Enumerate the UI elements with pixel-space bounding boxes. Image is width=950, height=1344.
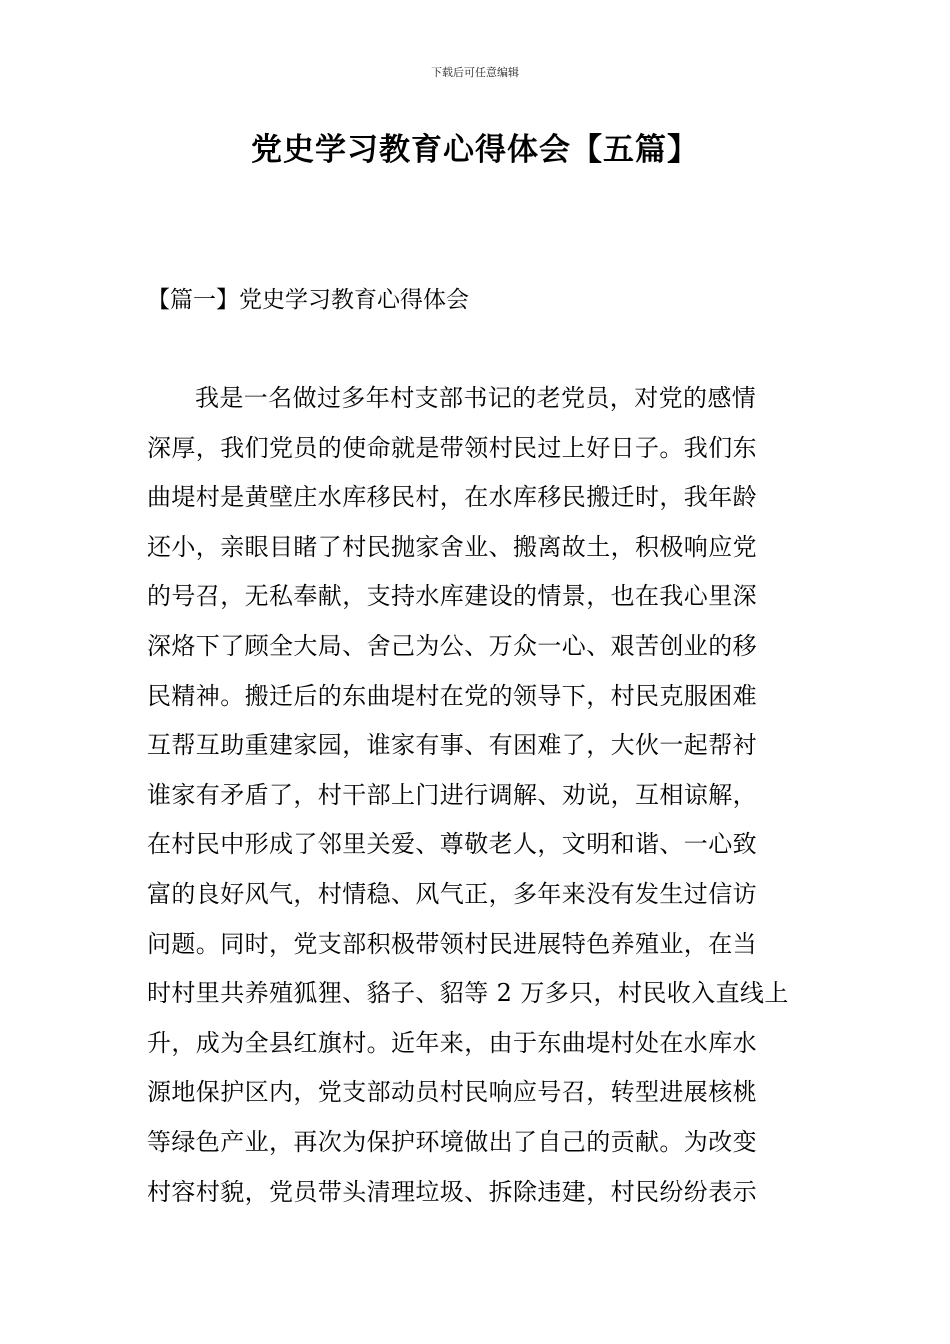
body-line: 互帮互助重建家园，谁家有事、有困难了，大伙一起帮衬: [147, 731, 757, 760]
body-line: 村容村貌，党员带头清理垃圾、拆除违建，村民纷纷表示: [147, 1177, 757, 1206]
body-line: 时村里共养殖狐狸、貉子、貂等 2 万多只，村民收入直线上: [147, 979, 789, 1008]
header-note: 下载后可任意编辑: [431, 66, 519, 79]
body-line: 源地保护区内，党支部动员村民响应号召，转型进展核桃: [147, 1078, 757, 1107]
body-line: 升，成为全县红旗村。近年来，由于东曲堤村处在水库水: [147, 1028, 757, 1057]
body-line: 深厚，我们党员的使命就是带领村民过上好日子。我们东: [147, 433, 757, 462]
body-line: 曲堤村是黄壁庄水库移民村，在水库移民搬迁时，我年龄: [147, 483, 757, 512]
body-line: 等绿色产业，再次为保护环境做出了自己的贡献。为改变: [147, 1127, 757, 1156]
body-line: 问题。同时，党支部积极带领村民进展特色养殖业，在当: [147, 929, 757, 958]
body-line: 深烙下了顾全大局、舍己为公、万众一心、艰苦创业的移: [147, 631, 757, 660]
body-line: 民精神。搬迁后的东曲堤村在党的领导下，村民克服困难: [147, 681, 757, 710]
body-line: 的号召，无私奉献，支持水库建设的情景，也在我心里深: [147, 582, 757, 611]
body-line: 富的良好风气，村情稳、风气正，多年来没有发生过信访: [147, 879, 757, 908]
body-paragraph: [147, 380, 807, 1223]
body-line: 谁家有矛盾了，村干部上门进行调解、劝说，互相谅解，: [147, 780, 757, 809]
body-line: 还小，亲眼目睹了村民抛家舍业、搬离故土，积极响应党: [147, 532, 757, 561]
body-line: 在村民中形成了邻里关爱、尊敬老人，文明和谐、一心致: [147, 830, 757, 859]
document-title: 党史学习教育心得体会【五篇】: [251, 132, 699, 168]
body-line: 我是一名做过多年村支部书记的老党员，对党的感情: [195, 384, 757, 412]
section-heading: 【篇一】党史学习教育心得体会: [147, 287, 469, 313]
